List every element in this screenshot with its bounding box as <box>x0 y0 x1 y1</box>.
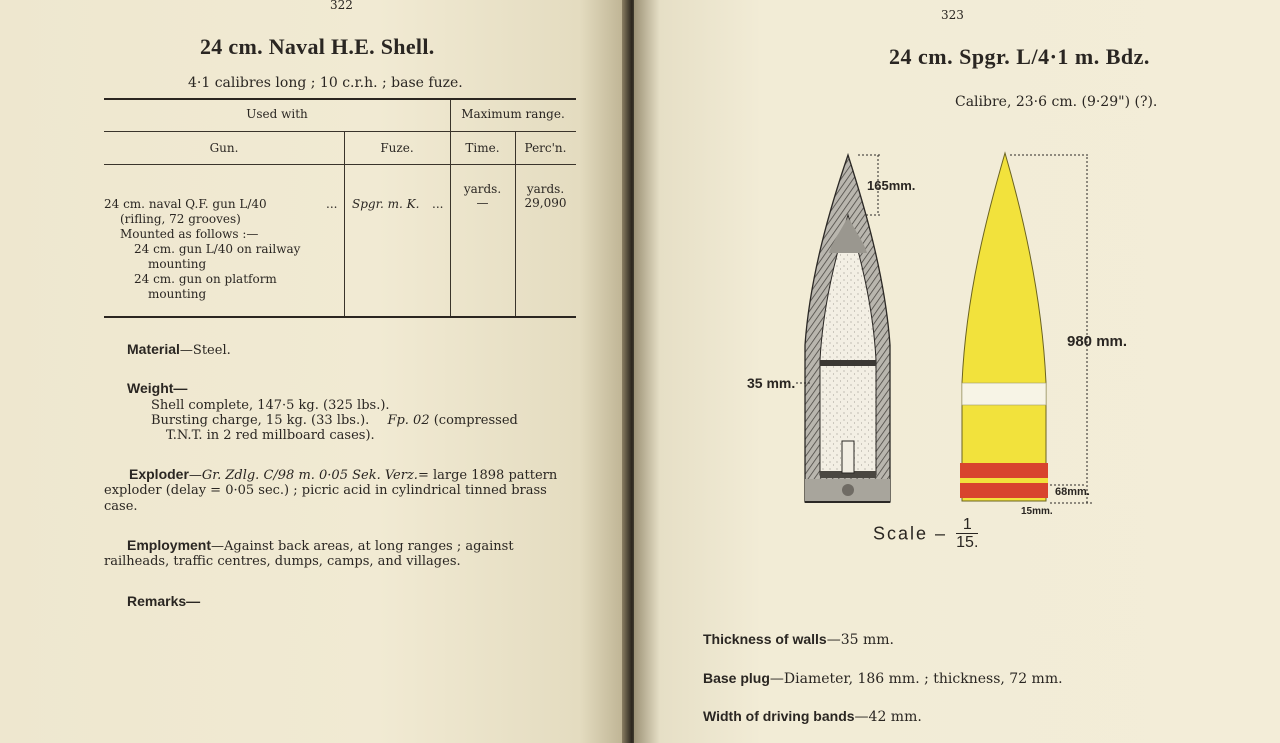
bursting-fp: Fp. 02 <box>387 413 430 428</box>
bands-line <box>703 708 922 725</box>
dimension-base: 15mm. <box>1021 506 1053 517</box>
dimension-band: 68mm. <box>1055 486 1090 498</box>
scale-denominator: 15. <box>956 534 979 551</box>
employment-line <box>127 538 514 554</box>
gun-line: 24 cm. naval Q.F. gun L/40 <box>104 197 267 211</box>
page-title-left: 24 cm. Naval H.E. Shell. <box>200 34 435 59</box>
calibre-text: Calibre, 23·6 cm. (9·29") (?). <box>955 94 1158 110</box>
percn-unit: yards. <box>526 182 565 196</box>
gun-dots: ... <box>326 197 338 211</box>
page-number-right: 323 <box>941 8 964 22</box>
dimension-length: 980 mm. <box>1067 333 1128 350</box>
scale-label <box>873 518 978 550</box>
exploder-text-2: exploder (delay = 0·05 sec.) ; picric acid in cylindrical tinned brass <box>104 483 547 498</box>
remarks-label: Remarks— <box>127 593 201 609</box>
page-number-left: 322 <box>330 0 353 12</box>
thickness-label: Thickness of walls <box>703 631 827 647</box>
page-title-right: 24 cm. Spgr. L/4·1 m. Bdz. <box>889 44 1150 69</box>
right-page <box>634 0 1280 743</box>
bursting-compressed: (compressed <box>433 413 518 428</box>
time-value: — <box>476 196 489 210</box>
table-rule-head <box>104 164 576 165</box>
employment-text-2: railheads, traffic centres, dumps, camps, and villages. <box>104 554 461 569</box>
shell-cross-section <box>805 155 890 502</box>
material-label: Material <box>127 341 180 357</box>
bursting-cases: T.N.T. in 2 red millboard cases). <box>166 428 375 443</box>
base-plug-text: —Diameter, 186 mm. ; thickness, 72 mm. <box>769 671 1063 687</box>
scale-fraction <box>956 518 978 550</box>
gun-line: mounting <box>148 287 207 301</box>
shell-subtitle: 4·1 calibres long ; 10 c.r.h. ; base fuze. <box>188 75 463 91</box>
header-used-with: Used with <box>246 107 308 121</box>
fuze-dots: ... <box>432 197 444 211</box>
gun-line: Mounted as follows :— <box>120 227 259 241</box>
exploder-designation: —Gr. Zdlg. C/98 m. 0·05 Sek. Verz. <box>188 468 418 483</box>
header-percn: Perc'n. <box>524 141 567 155</box>
gun-line: mounting <box>148 257 207 271</box>
dimension-head: 165mm. <box>867 178 916 193</box>
scale-text: Scale – <box>873 523 948 544</box>
bands-text: —42 mm. <box>854 709 922 725</box>
gun-line: 24 cm. gun on platform <box>134 272 277 286</box>
weight-bursting <box>151 413 578 428</box>
bursting-text: Bursting charge, 15 kg. (33 lbs.). <box>151 413 370 428</box>
employment-label: Employment <box>127 537 212 553</box>
header-gun: Gun. <box>209 141 239 155</box>
table-rule-bottom <box>104 316 576 318</box>
dimension-wall: 35 mm. <box>747 375 796 391</box>
left-page <box>0 0 630 743</box>
exploder-text-3: case. <box>104 499 138 514</box>
header-time: Time. <box>465 141 500 155</box>
exploder-label: Exploder <box>129 466 189 482</box>
base-plug-line <box>703 670 1063 687</box>
weight-shell: Shell complete, 147·5 kg. (325 lbs.). <box>151 398 390 413</box>
scale-numerator: 1 <box>956 518 978 534</box>
bands-label: Width of driving bands <box>703 708 855 724</box>
table-rule-top <box>104 98 576 100</box>
thickness-text: —35 mm. <box>826 632 894 648</box>
header-maximum-range: Maximum range. <box>461 107 565 121</box>
fuze-value: Spgr. m. K. <box>352 197 420 211</box>
material-line <box>127 342 231 358</box>
thickness-line <box>703 631 894 648</box>
table-rule-mid <box>104 131 576 132</box>
time-unit: yards. <box>463 182 502 196</box>
table-col-divider <box>515 131 516 316</box>
exploder-line <box>129 467 557 483</box>
percn-value: 29,090 <box>524 196 567 210</box>
material-text: —Steel. <box>179 343 231 358</box>
table-col-divider <box>344 131 345 316</box>
employment-text: —Against back areas, at long ranges ; against <box>211 539 514 554</box>
gun-line: (rifling, 72 grooves) <box>120 212 241 226</box>
weight-label: Weight— <box>127 380 188 396</box>
exploder-text: = large 1898 pattern <box>417 468 558 483</box>
shell-external-view <box>960 153 1048 501</box>
header-fuze: Fuze. <box>380 141 414 155</box>
range-table <box>104 98 576 320</box>
gun-line: 24 cm. gun L/40 on railway <box>134 242 301 256</box>
base-plug-label: Base plug <box>703 670 770 686</box>
